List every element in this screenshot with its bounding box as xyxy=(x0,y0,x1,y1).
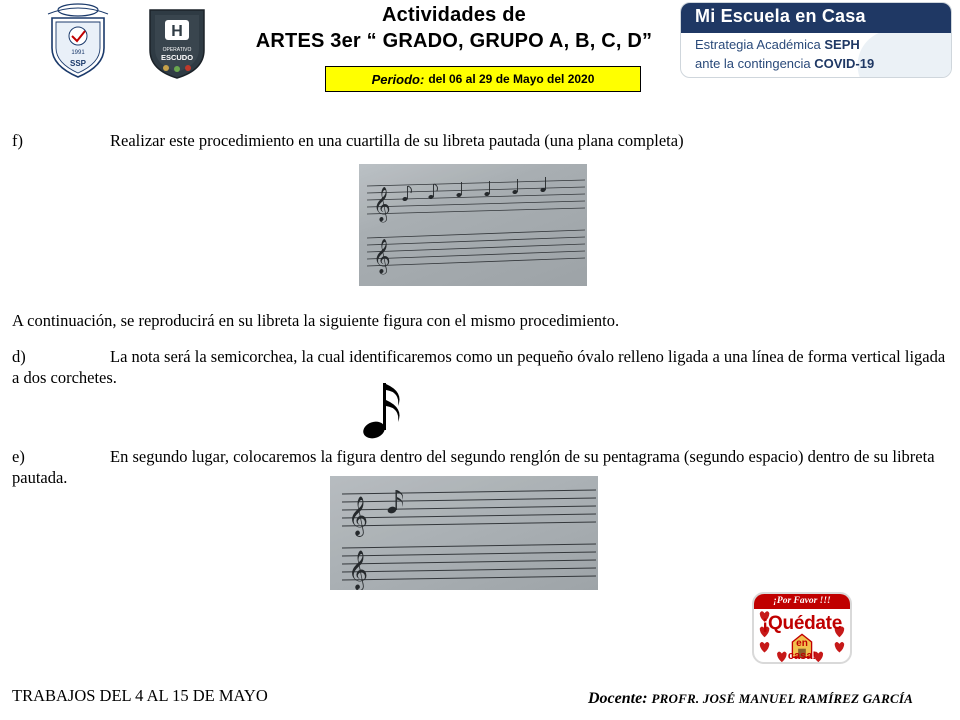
item-d-marker: d) xyxy=(12,347,26,366)
svg-text:H: H xyxy=(171,23,183,40)
periodo-value: del 06 al 29 de Mayo del 2020 xyxy=(428,72,595,86)
image-staff-photo-2 xyxy=(330,476,598,590)
state-crest-logo xyxy=(42,2,114,80)
svg-text:𝄞: 𝄞 xyxy=(373,187,391,222)
footer-docente xyxy=(588,690,913,708)
item-f-marker: f) xyxy=(12,131,23,150)
periodo-label: Periodo: xyxy=(371,71,425,87)
sticker-main-text: ¡Quédate xyxy=(762,613,842,634)
paragraph-continuacion: A continuación, se reproducirá en su libreta la siguiente figura con el mismo procedimiento. xyxy=(12,311,620,330)
sticker-top-text: ¡Por Favor !!! xyxy=(754,594,850,609)
quedate-en-casa-sticker xyxy=(752,592,852,664)
svg-text:𝄞: 𝄞 xyxy=(348,496,369,536)
document-header xyxy=(0,0,960,108)
operativo-escudo-logo xyxy=(146,4,208,80)
docente-label: Docente: xyxy=(588,690,648,707)
paragraph-item-d xyxy=(12,346,950,388)
semiquaver-figure xyxy=(360,380,420,442)
svg-text:OPERATIVO: OPERATIVO xyxy=(162,47,192,53)
logo-covid: COVID-19 xyxy=(814,56,875,71)
item-d-text: La nota será la semicorchea, la cual identificaremos como un pequeño óvalo relleno ligada a una línea de forma vertical ligada a dos corchetes. xyxy=(12,347,946,387)
logo-subtitle-1-text: Estrategia Académica xyxy=(695,37,825,52)
sticker-sub-text: en xyxy=(796,638,808,649)
image-staff-photo-1 xyxy=(359,164,587,286)
docente-name: PROFR. JOSÉ MANUEL RAMÍREZ GARCÍA xyxy=(651,691,914,706)
periodo-badge xyxy=(325,66,641,92)
item-f-text: Realizar este procedimiento en una cuartilla de su libreta pautada (una plana completa) xyxy=(110,131,684,150)
item-e-text: En segundo lugar, colocaremos la figura dentro del segundo renglón de su pentagrama (segundo espacio) dentro de su libreta pautada. xyxy=(12,447,935,487)
logo-title: Mi Escuela en Casa xyxy=(695,6,866,26)
title-line-2: ARTES 3er “ GRADO, GRUPO A, B, C, D” xyxy=(255,30,653,52)
mi-escuela-en-casa-logo xyxy=(680,2,952,78)
svg-text:𝄞: 𝄞 xyxy=(348,550,369,590)
svg-text:1991: 1991 xyxy=(71,50,85,56)
logo-subtitle-2-text: ante la contingencia xyxy=(695,56,815,71)
footer-left-text: TRABAJOS DEL 4 AL 15 DE MAYO xyxy=(12,686,268,705)
svg-text:𝄞: 𝄞 xyxy=(373,239,391,274)
logo-seph: SEPH xyxy=(824,37,860,52)
sticker-sub-text-2: casa! xyxy=(787,650,817,662)
svg-text:ESCUDO: ESCUDO xyxy=(160,53,194,62)
paragraph-item-f xyxy=(12,130,942,151)
logo-subtitle-1 xyxy=(695,37,860,52)
title-line-1: Actividades de xyxy=(382,4,526,26)
logo-subtitle-2 xyxy=(695,56,874,71)
document-title-block xyxy=(232,2,676,54)
item-e-marker: e) xyxy=(12,447,25,466)
svg-text:SSP: SSP xyxy=(69,59,87,68)
